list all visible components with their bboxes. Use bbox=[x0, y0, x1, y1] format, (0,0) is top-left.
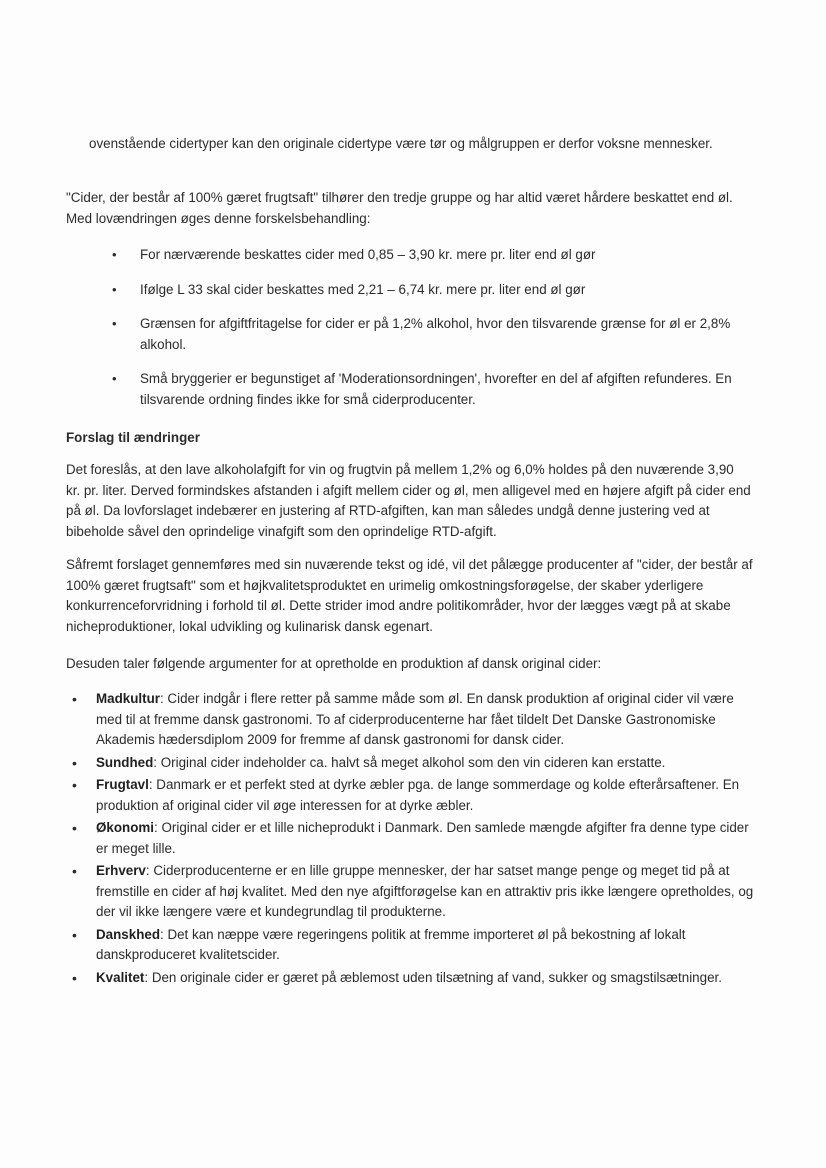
list-item: • For nærværende beskattes cider med 0,85 – 3,90 kr. mere pr. liter end øl gør bbox=[112, 245, 752, 266]
argument-text: : Cider indgår i flere retter på samme måde som øl. En dansk produktion af original cider vil være med til at fremme dansk gastronomi. To af ciderproducenterne har fået tildelt Det Danske Gastronomiske Akademis hædersdiplom 2009 for fremme af dansk gastronomi for dansk cider. bbox=[96, 691, 734, 747]
list-item bbox=[66, 861, 756, 923]
list-item bbox=[66, 753, 756, 774]
paragraph-consequence: Såfremt forslaget gennemføres med sin nuværende tekst og idé, vil det pålægge producenter af "cider, der består af 100% gæret frugtsaft" som et højkvalitetsproduktet en urimelig omkostningsforøgelse, der skaber yderligere konkurrenceforvridning i forhold til øl. Dette strider imod andre politikområder, hvor der lægges vægt på at skabe nicheproduktioner, lokal udvikling og kulinarisk dansk egenart. bbox=[66, 557, 753, 634]
argument-text: : Det kan næppe være regeringens politik at fremme importeret øl på bekostning af lokalt danskproduceret kvalitetscider. bbox=[96, 926, 686, 962]
list-item bbox=[66, 775, 756, 816]
paragraph-cider-taxation: "Cider, der består af 100% gæret frugtsaft" tilhører den tredje gruppe og har altid været hårdere beskattet end øl. Med lovændringen øges denne forskelsbehandling: bbox=[66, 190, 733, 226]
intro-continuation: ovenstående cidertyper kan den originale cidertype være tør og målgruppen er derfor voksne mennesker. bbox=[89, 136, 713, 151]
paragraph-arguments-intro: Desuden taler følgende argumenter for at opretholde en produktion af dansk original cider: bbox=[66, 656, 602, 671]
argument-term: Madkultur bbox=[96, 691, 160, 706]
list-item bbox=[66, 818, 756, 859]
argument-term: Sundhed bbox=[96, 754, 154, 770]
argument-text: : Ciderproducenterne er en lille gruppe mennesker, der har satset mange penge og meget tid på at fremstille en cider af høj kvalitet. Med den nye afgiftforøgelse kan en attraktiv pris ikke længere opretholdes, og der vil ikke længere være et kundegrundlag til produkterne. bbox=[96, 863, 754, 919]
argument-term: Økonomi bbox=[96, 820, 155, 835]
argument-term: Erhverv bbox=[96, 863, 146, 878]
list-item bbox=[66, 925, 756, 966]
section-heading: Forslag til ændringer bbox=[66, 430, 200, 445]
list-item: • Grænsen for afgiftfritagelse for cider er på 1,2% alkohol, hvor den tilsvarende grænse for øl er 2,8% alkohol. bbox=[112, 314, 752, 355]
argument-text: : Original cider er et lille nicheprodukt i Danmark. Den samlede mængde afgifter fra denne type cider er meget lille. bbox=[96, 820, 749, 856]
argument-term: Frugtavl bbox=[96, 777, 149, 792]
tax-difference-list bbox=[112, 245, 752, 424]
argument-text: : Den originale cider er gæret på æblemost uden tilsætning af vand, sukker og smagstilsætninger. bbox=[144, 969, 722, 985]
argument-text: : Original cider indeholder ca. halvt så meget alkohol som den vin cideren kan erstatte. bbox=[153, 754, 666, 770]
paragraph-proposal: Det foreslås, at den lave alkoholafgift for vin og frugtvin på mellem 1,2% og 6,0% holdes på den nuværende 3,90 kr. pr. liter. Derved formindskes afstanden i afgift mellem cider og øl, men alligevel med en højere afgift på cider end på øl. Da lovforslaget indebærer en justering af RTD-afgiften, kan man således undgå denne justering ved at bibeholde såvel den oprindelige vinafgift som den oprindelige RTD-afgift. bbox=[66, 462, 751, 539]
arguments-list bbox=[66, 689, 756, 990]
argument-term: Danskhed bbox=[96, 926, 160, 942]
list-item: • Ifølge L 33 skal cider beskattes med 2,21 – 6,74 kr. mere pr. liter end øl gør bbox=[112, 280, 752, 301]
list-item: • Små bryggerier er begunstiget af 'Moderationsordningen', hvorefter en del af afgiften refunderes. En tilsvarende ordning findes ikke for små ciderproducenter. bbox=[112, 369, 752, 410]
list-item bbox=[66, 968, 756, 989]
argument-term: Kvalitet bbox=[96, 969, 145, 985]
argument-text: : Danmark er et perfekt sted at dyrke æbler pga. de lange sommerdage og kolde efterårsaftener. En produktion af original cider vil øge interessen for at dyrke æbler. bbox=[96, 777, 740, 813]
list-item bbox=[66, 689, 756, 751]
